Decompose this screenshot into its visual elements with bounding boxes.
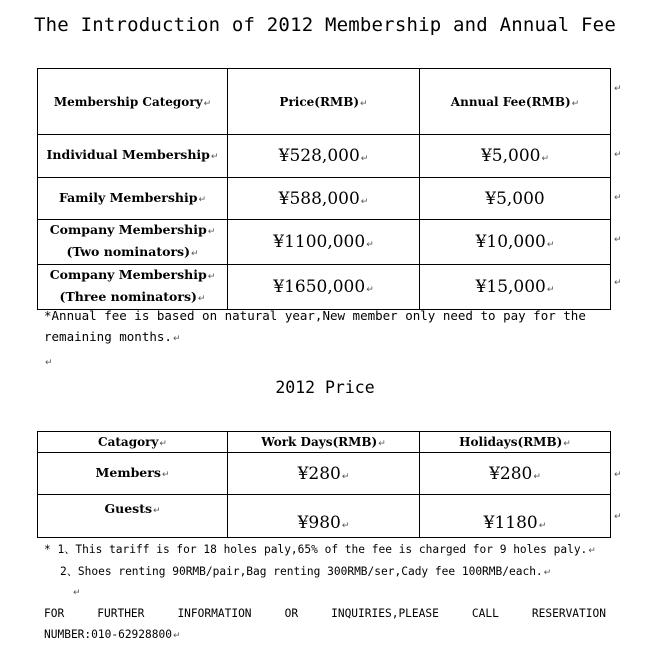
header-price: Price(RMB)↵ — [228, 69, 420, 135]
membership-table — [37, 68, 611, 310]
contact-number: NUMBER:010-62928800↵ — [44, 628, 181, 641]
paragraph-mark: ↵ — [73, 588, 81, 598]
paragraph-mark: ↵ — [614, 84, 622, 94]
membership-category-cell: Company Membership↵ (Two nominators)↵ — [38, 220, 228, 265]
header-category: Catagory↵ — [38, 432, 228, 453]
price-cell: ¥528,000↵ — [228, 135, 420, 178]
paragraph-mark: ↵ — [614, 470, 622, 480]
contact-info: FOR FURTHER INFORMATION OR INQUIRIES,PLEASE CALL RESERVATION — [44, 607, 606, 620]
membership-header-row — [38, 69, 611, 135]
price-cell: ¥1100,000↵ — [228, 220, 420, 265]
table-row — [38, 135, 611, 178]
paragraph-mark: ↵ — [614, 193, 622, 203]
price-table — [37, 431, 611, 538]
table-row — [38, 453, 611, 495]
price-header-row — [38, 432, 611, 453]
paragraph-mark: ↵ — [614, 512, 622, 522]
table-row — [38, 265, 611, 310]
table-row — [38, 178, 611, 220]
shoes-renting-note: 2、Shoes renting 90RMB/pair,Bag renting 300RMB/ser,Cady fee 100RMB/each.↵ — [60, 565, 552, 578]
price-section-title: 2012 Price — [275, 378, 375, 397]
annual-fee-cell: ¥15,000↵ — [420, 265, 611, 310]
tariff-note: * 1、This tariff is for 18 holes paly,65% of the fee is charged for 9 holes paly.↵ — [44, 543, 596, 556]
paragraph-mark: ↵ — [614, 150, 622, 160]
membership-category-cell: Company Membership↵ (Three nominators)↵ — [38, 265, 228, 310]
header-membership-category: Membership Category↵ — [38, 69, 228, 135]
price-cell: ¥588,000↵ — [228, 178, 420, 220]
document-title: The Introduction of 2012 Membership and Annual Fee — [34, 14, 616, 36]
holidays-price-cell: ¥280↵ — [420, 453, 611, 495]
membership-category-cell: Family Membership↵ — [38, 178, 228, 220]
header-annual-fee: Annual Fee(RMB)↵ — [420, 69, 611, 135]
table-row — [38, 220, 611, 265]
holidays-price-cell: ¥1180↵ — [420, 495, 611, 538]
annual-fee-cell: ¥5,000 — [420, 178, 611, 220]
workdays-price-cell: ¥280↵ — [228, 453, 420, 495]
annual-fee-cell: ¥5,000↵ — [420, 135, 611, 178]
paragraph-mark: ↵ — [614, 235, 622, 245]
header-work-days: Work Days(RMB)↵ — [228, 432, 420, 453]
paragraph-mark: ↵ — [614, 278, 622, 288]
workdays-price-cell: ¥980↵ — [228, 495, 420, 538]
price-category-cell: Members↵ — [38, 453, 228, 495]
header-holidays: Holidays(RMB)↵ — [420, 432, 611, 453]
price-category-cell: Guests↵ — [38, 495, 228, 538]
annual-fee-note: *Annual fee is based on natural year,New member only need to pay for the remaining months.↵ ↵ — [44, 308, 586, 368]
annual-fee-cell: ¥10,000↵ — [420, 220, 611, 265]
table-row — [38, 495, 611, 538]
price-cell: ¥1650,000↵ — [228, 265, 420, 310]
membership-category-cell: Individual Membership↵ — [38, 135, 228, 178]
